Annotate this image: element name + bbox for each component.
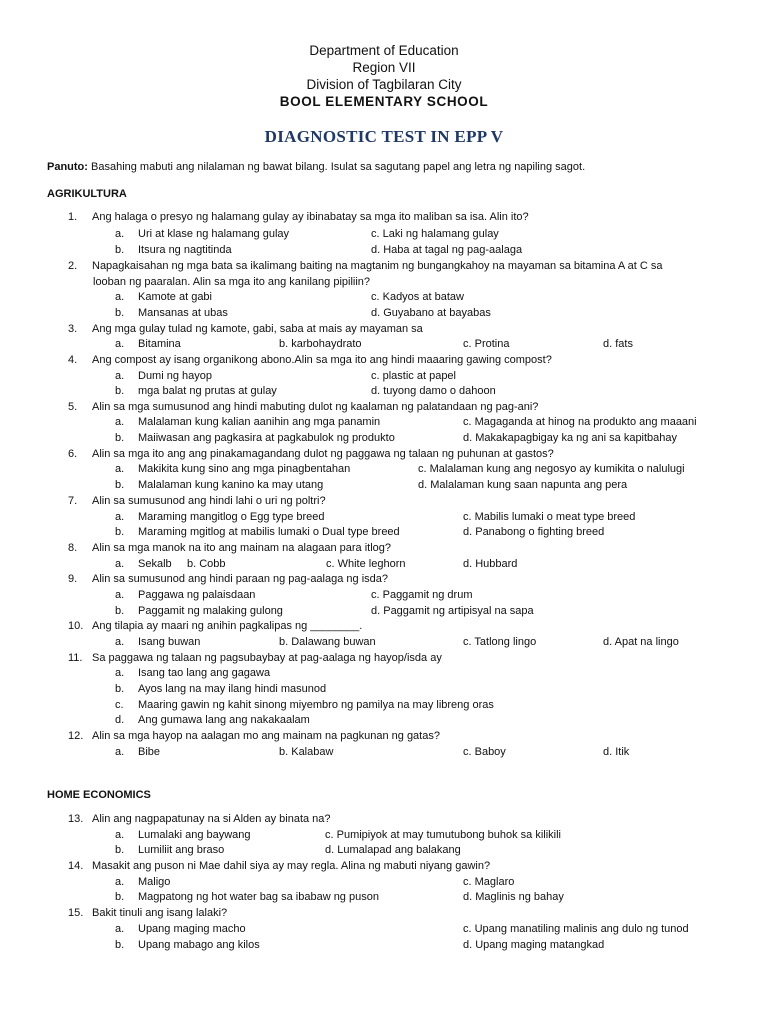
option-text: mga balat ng prutas at gulay [138,385,277,397]
answer-option: c. Upang manatiling malinis ang dulo ng tunod [463,923,689,935]
question-number: 2. [68,260,78,272]
option-letter: b. [115,526,125,538]
instructions-text: Basahing mabuti ang nilalaman ng bawat bilang. Isulat sa sagutang papel ang letra ng napiling sagot. [87,161,586,173]
answer-option: d. tuyong damo o dahoon [371,385,496,397]
question-number: 15. [68,907,84,919]
option-text: Makikita kung sino ang mga pinagbentahan [138,463,351,475]
answer-option: b. Cobb [187,558,226,570]
answer-option: c. Pumipiyok at may tumutubong buhok sa kilikili [325,829,561,841]
option-letter: a. [115,746,125,758]
question-number: 10. [68,620,84,632]
option-letter: a. [115,416,125,428]
option-text: Uri at klase ng halamang gulay [138,228,290,240]
answer-option: c. Kadyos at bataw [371,291,464,303]
option-letter: a. [115,876,125,888]
answer-option: d. Maglinis ng bahay [463,891,564,903]
question-text: looban ng paaralan. Alin sa mga ito ang kanilang pipiliin? [93,276,371,288]
option-text: Kamote at gabi [138,291,212,303]
question-number: 11. [68,652,83,664]
question-number: 12. [68,730,84,742]
question-text: Ang tilapia ay maari ng anihin pagkalipas ng ________. [92,620,363,632]
question-number: 8. [68,542,78,554]
option-text: Ayos lang na may ilang hindi masunod [138,683,327,695]
option-letter: b. [115,844,125,856]
option-text: Maligo [138,876,171,888]
answer-option [115,416,380,428]
answer-option: b. Kalabaw [279,746,334,758]
question-11 [68,652,442,664]
answer-option [115,526,400,538]
question-text: Masakit ang puson ni Mae dahil siya ay may regla. Alina ng mabuti niyang gawin? [92,860,491,872]
option-letter: a. [115,511,125,523]
question-5 [68,401,538,413]
answer-option [115,829,251,841]
answer-option [115,699,494,711]
option-letter: d. [115,714,125,726]
option-text: Maiiwasan ang pagkasira at pagkabulok ng produkto [138,432,395,444]
answer-option: d. Malalaman kung saan napunta ang pera [418,479,628,491]
question-15 [68,907,227,919]
answer-option: b. karbohaydrato [279,338,362,350]
answer-option [115,667,270,679]
option-text: Bibe [138,746,161,758]
question-2 [68,260,663,272]
question-7 [68,495,326,507]
instructions [47,161,585,173]
option-letter: a. [115,636,125,648]
option-text: Upang maging macho [138,923,246,935]
department-line: Department of Education [309,43,459,58]
answer-option [115,923,246,935]
option-letter: b. [115,683,125,695]
question-8 [68,542,391,554]
section-agrikultura: AGRIKULTURA [47,188,127,200]
question-6 [68,448,554,460]
option-letter: b. [115,307,125,319]
option-text: Mansanas at ubas [138,307,228,319]
answer-option: c. Maglaro [463,876,515,888]
answer-option [115,876,170,888]
answer-option: c. Mabilis lumaki o meat type breed [463,511,636,523]
answer-option [115,385,277,397]
answer-option [115,479,323,491]
option-text: Upang mabago ang kilos [138,939,260,951]
option-text: Sekalb [138,558,172,570]
option-text: Itsura ng nagtitinda [138,244,232,256]
section-home-economics: HOME ECONOMICS [47,789,151,801]
option-letter: b. [115,605,125,617]
option-letter: b. [115,891,125,903]
option-letter: a. [115,667,125,679]
question-1 [68,211,529,223]
question-text: Alin sa mga manok na ito ang mainam na alagaan para itlog? [92,542,392,554]
answer-option [115,370,212,382]
answer-option [115,683,326,695]
question-text: Bakit tinuli ang isang lalaki? [92,907,228,919]
option-text: Maraming mangitlog o Egg type breed [138,511,325,523]
answer-option: d. Upang maging matangkad [463,939,605,951]
answer-option [115,844,224,856]
question-text: Alin sa mga hayop na aalagan mo ang mainam na pagkunan ng gatas? [92,730,440,742]
answer-option [115,291,212,303]
question-3 [68,323,423,335]
answer-option [115,939,260,951]
question-text: Alin sa mga sumusunod ang hindi mabuting dulot ng kaalaman ng palatandaan ng pag-ani? [92,401,539,413]
option-letter: b. [115,244,125,256]
answer-option [115,338,181,350]
question-number: 6. [68,448,78,460]
answer-option: c. Protina [463,338,510,350]
answer-option: c. Magaganda at hinog na produkto ang maaani [463,416,697,428]
answer-option [115,511,325,523]
option-text: Maaring gawin ng kahit sinong miyembro ng pamilya na may libreng oras [138,699,494,711]
option-letter: a. [115,589,125,601]
option-letter: b. [115,479,125,491]
answer-option [115,558,172,570]
question-number: 13. [68,813,84,825]
question-number: 3. [68,323,78,335]
option-text: Magpatong ng hot water bag sa ibabaw ng puson [138,891,379,903]
test-title: DIAGNOSTIC TEST IN EPP V [264,127,504,146]
option-text: Malalaman kung kanino ka may utang [138,479,324,491]
option-letter: a. [115,829,125,841]
answer-option: d. Lumalapad ang balakang [325,844,461,856]
answer-option [115,636,200,648]
question-14 [68,860,490,872]
answer-option [115,307,228,319]
option-letter: a. [115,370,125,382]
question-number: 1. [68,211,78,223]
answer-option [115,432,395,444]
question-text: Sa paggawa ng talaan ng pagsubaybay at pag-aalaga ng hayop/isda ay [92,652,442,664]
question-text: Napagkaisahan ng mga bata sa ikalimang baiting na magtanim ng bungangkahoy na mayaman sa bitamina A at C sa [92,260,663,272]
answer-option: d. Makakapagbigay ka ng ani sa kapitbahay [463,432,678,444]
answer-option: c. Tatlong lingo [463,636,537,648]
answer-option: d. Hubbard [463,558,518,570]
answer-option: c. Malalaman kung ang negosyo ay kumikita o nalulugi [418,463,685,475]
question-text: Alin sa mga ito ang ang pinakamagandang dulot ng paggawa ng talaan ng puhunan at gastos? [92,448,554,460]
answer-option: d. fats [603,338,633,350]
option-letter: a. [115,338,125,350]
question-10 [68,620,362,632]
answer-option [115,605,283,617]
answer-option: c. Paggamit ng drum [371,589,473,601]
option-letter: a. [115,558,125,570]
option-letter: b. [115,939,125,951]
region-line: Region VII [352,60,416,75]
option-letter: a. [115,228,125,240]
answer-option [115,244,232,256]
option-letter: b. [115,432,125,444]
option-text: Paggamit ng malaking gulong [138,605,283,617]
option-letter: a. [115,463,125,475]
answer-option: c. Laki ng halamang gulay [371,228,499,240]
question-text: Alin sa sumusunod ang hindi paraan ng pag-aalaga ng isda? [92,573,388,585]
option-text: Bitamina [138,338,181,350]
answer-option: d. Panabong o fighting breed [463,526,605,538]
option-text: Lumalaki ang baywang [138,829,251,841]
answer-option: c. Baboy [463,746,506,758]
answer-option: c. plastic at papel [371,370,456,382]
option-text: Maraming mgitlog at mabilis lumaki o Dual type breed [138,526,400,538]
option-text: Lumiliit ang braso [138,844,225,856]
question-number: 7. [68,495,78,507]
question-12 [68,730,440,742]
question-13 [68,813,331,825]
question-9 [68,573,388,585]
option-letter: c. [115,699,124,711]
answer-option [115,589,255,601]
option-text: Dumi ng hayop [138,370,212,382]
question-text: Ang compost ay isang organikong abono.Alin sa mga ito ang hindi maaaring gawing compost? [92,354,552,366]
answer-option: d. Apat na lingo [603,636,679,648]
option-letter: b. [115,385,125,397]
option-letter: a. [115,923,125,935]
answer-option [115,714,310,726]
answer-option: c. White leghorn [326,558,406,570]
question-number: 4. [68,354,78,366]
question-4 [68,354,552,366]
answer-option: d. Itik [603,746,630,758]
option-text: Isang buwan [138,636,201,648]
question-text: Alin ang nagpapatunay na si Alden ay binata na? [92,813,331,825]
question-number: 9. [68,573,78,585]
answer-option: d. Haba at tagal ng pag-aalaga [371,244,523,256]
question-2-continued [93,276,370,288]
question-text: Ang halaga o presyo ng halamang gulay ay ibinabatay sa mga ito maliban sa isa. Alin ito? [92,211,529,223]
answer-option [115,891,379,903]
answer-option [115,746,160,758]
instructions-label: Panuto: [47,161,88,173]
option-text: Isang tao lang ang gagawa [138,667,271,679]
answer-option: b. Dalawang buwan [279,636,376,648]
question-text: Ang mga gulay tulad ng kamote, gabi, saba at mais ay mayaman sa [92,323,423,335]
answer-option: d. Guyabano at bayabas [371,307,491,319]
question-text: Alin sa sumusunod ang hindi lahi o uri ng poltri? [92,495,326,507]
question-number: 5. [68,401,78,413]
answer-option: d. Paggamit ng artipisyal na sapa [371,605,534,617]
answer-option [115,228,289,240]
option-text: Ang gumawa lang ang nakakaalam [138,714,310,726]
option-text: Malalaman kung kalian aanihin ang mga panamin [138,416,381,428]
division-line: Division of Tagbilaran City [306,77,462,92]
answer-option [115,463,350,475]
option-letter: a. [115,291,125,303]
question-number: 14. [68,860,84,872]
school-name: BOOL ELEMENTARY SCHOOL [279,94,489,109]
option-text: Paggawa ng palaisdaan [138,589,256,601]
